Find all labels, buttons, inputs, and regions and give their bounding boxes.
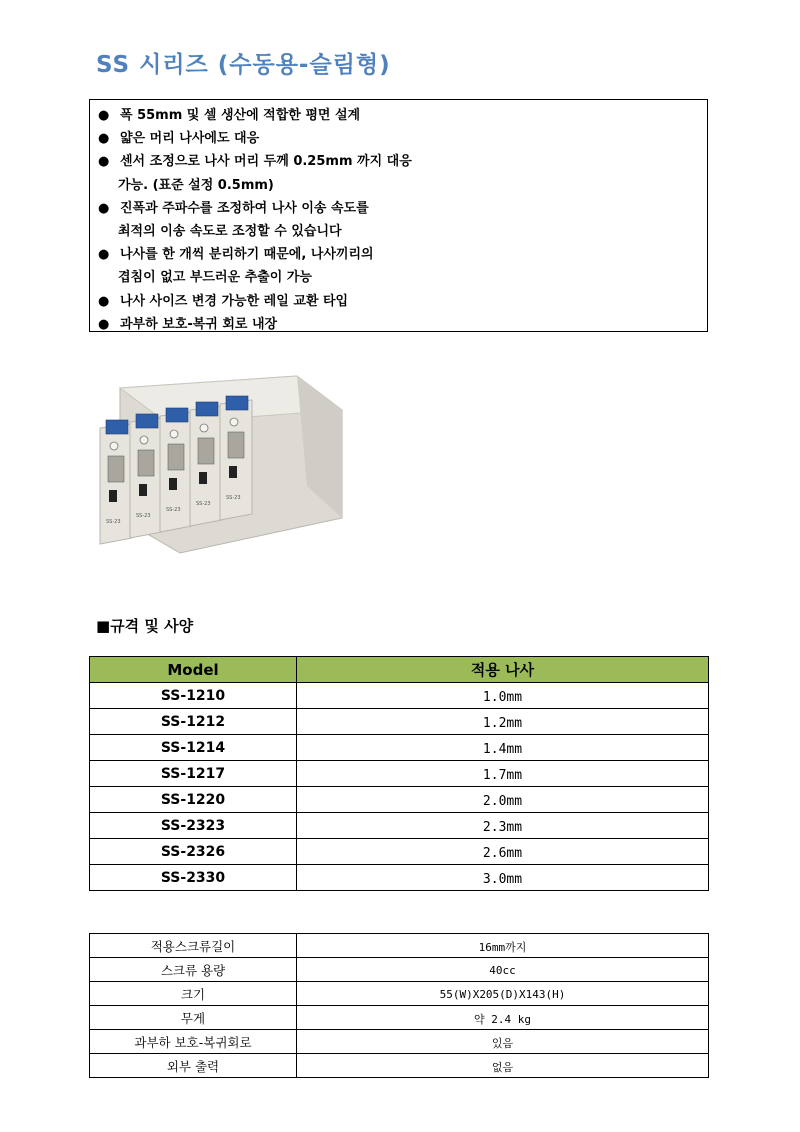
feeder-unit	[130, 418, 162, 538]
knob-icon	[140, 436, 148, 444]
table-row	[90, 934, 709, 958]
feature-list	[89, 99, 708, 332]
table-row	[90, 735, 709, 761]
feature-text: 폭 55mm 및 셀 생산에 적합한 평면 설계	[120, 108, 361, 123]
bullet-icon: ●	[98, 154, 110, 170]
feeder-unit	[220, 400, 252, 520]
feature-item-continued	[98, 220, 707, 243]
knob-icon	[110, 442, 118, 450]
size-cell: 2.0mm	[297, 787, 709, 813]
feature-item	[98, 313, 707, 336]
power-switch-icon	[199, 472, 207, 484]
bullet-icon: ●	[98, 131, 110, 147]
feature-text: 최적의 이송 속도로 조정할 수 있습니다	[118, 223, 342, 239]
feature-text: 얇은 머리 나사에도 대응	[120, 131, 260, 147]
feature-item	[98, 104, 707, 127]
model-cell: SS-1217	[90, 761, 297, 787]
table-row	[90, 982, 709, 1006]
table-row	[90, 1030, 709, 1054]
feature-item	[98, 290, 707, 313]
feature-item-continued	[98, 174, 707, 197]
control-panel	[166, 408, 188, 422]
rail-slot	[198, 438, 214, 464]
knob-icon	[230, 418, 238, 426]
product-photo	[92, 368, 354, 558]
power-switch-icon	[229, 466, 237, 478]
spec-value: 55(W)X205(D)X143(H)	[297, 982, 709, 1006]
spec-label: 무게	[90, 1006, 297, 1030]
unit-label: SS-23	[106, 519, 121, 525]
model-cell: SS-2330	[90, 865, 297, 891]
rail-slot	[108, 456, 124, 482]
feature-text: 과부하 보호-복귀 회로 내장	[120, 316, 278, 332]
header-screw: 적용 나사	[297, 657, 709, 683]
control-panel	[196, 402, 218, 416]
feature-text: 진폭과 주파수를 조정하여 나사 이송 속도를	[120, 200, 369, 216]
feature-item	[98, 243, 707, 266]
spec-table	[89, 933, 709, 1078]
spec-value: 16mm까지	[297, 934, 709, 958]
spec-label: 스크류 용량	[90, 958, 297, 982]
unit-label: SS-23	[166, 507, 181, 513]
size-cell: 1.2mm	[297, 709, 709, 735]
model-cell: SS-1212	[90, 709, 297, 735]
unit-label: SS-23	[196, 501, 211, 507]
bullet-icon: ●	[98, 247, 110, 263]
feeder-unit	[100, 424, 132, 544]
page-title: SS 시리즈 (수동용-슬림형)	[96, 52, 391, 78]
feature-item	[98, 127, 707, 150]
table-row	[90, 839, 709, 865]
spec-label: 과부하 보호-복귀회로	[90, 1030, 297, 1054]
unit-label: SS-23	[226, 495, 241, 501]
size-cell: 3.0mm	[297, 865, 709, 891]
feature-text: 센서 조정으로 나사 머리 두께 0.25mm 까지 대응	[120, 154, 412, 170]
feeder-unit	[190, 406, 222, 526]
bullet-icon: ●	[98, 200, 110, 216]
spec-value: 약 2.4 kg	[297, 1006, 709, 1030]
model-cell: SS-1214	[90, 735, 297, 761]
bullet-icon: ●	[98, 108, 110, 123]
feature-item	[98, 150, 707, 173]
table-row	[90, 787, 709, 813]
feeder-unit	[160, 412, 192, 532]
spec-label: 외부 출력	[90, 1054, 297, 1078]
table-row	[90, 1054, 709, 1078]
unit-label: SS-23	[136, 513, 151, 519]
control-panel	[136, 414, 158, 428]
spec-value: 40cc	[297, 958, 709, 982]
feature-text: 가능. (표준 설정 0.5mm)	[118, 177, 274, 193]
table-row	[90, 709, 709, 735]
table-row	[90, 958, 709, 982]
knob-icon	[200, 424, 208, 432]
table-row	[90, 683, 709, 709]
model-cell: SS-1210	[90, 683, 297, 709]
power-switch-icon	[109, 490, 117, 502]
feature-text: 나사 사이즈 변경 가능한 레일 교환 타입	[120, 293, 349, 309]
size-cell: 2.6mm	[297, 839, 709, 865]
bullet-icon: ●	[98, 316, 110, 332]
model-cell: SS-1220	[90, 787, 297, 813]
rail-slot	[138, 450, 154, 476]
table-row	[90, 761, 709, 787]
spec-label: 크기	[90, 982, 297, 1006]
size-cell: 1.4mm	[297, 735, 709, 761]
feature-item	[98, 197, 707, 220]
feature-text: 나사를 한 개씩 분리하기 때문에, 나사끼리의	[120, 247, 374, 263]
table-row	[90, 865, 709, 891]
control-panel	[226, 396, 248, 410]
table-row	[90, 813, 709, 839]
power-switch-icon	[139, 484, 147, 496]
power-switch-icon	[169, 478, 177, 490]
model-cell: SS-2323	[90, 813, 297, 839]
spec-value: 없음	[297, 1054, 709, 1078]
spec-section-title: ■규격 및 사양	[96, 617, 194, 635]
feature-item-continued	[98, 266, 707, 289]
bullet-icon: ●	[98, 293, 110, 309]
rail-slot	[168, 444, 184, 470]
knob-icon	[170, 430, 178, 438]
table-header-row	[90, 657, 709, 683]
table-row	[90, 1006, 709, 1030]
size-cell: 1.7mm	[297, 761, 709, 787]
spec-label: 적용스크류길이	[90, 934, 297, 958]
size-cell: 1.0mm	[297, 683, 709, 709]
spec-value: 있음	[297, 1030, 709, 1054]
control-panel	[106, 420, 128, 434]
model-table	[89, 656, 709, 891]
feature-text: 겹침이 없고 부드러운 추출이 가능	[118, 270, 312, 286]
model-cell: SS-2326	[90, 839, 297, 865]
header-model: Model	[90, 657, 297, 683]
rail-slot	[228, 432, 244, 458]
size-cell: 2.3mm	[297, 813, 709, 839]
